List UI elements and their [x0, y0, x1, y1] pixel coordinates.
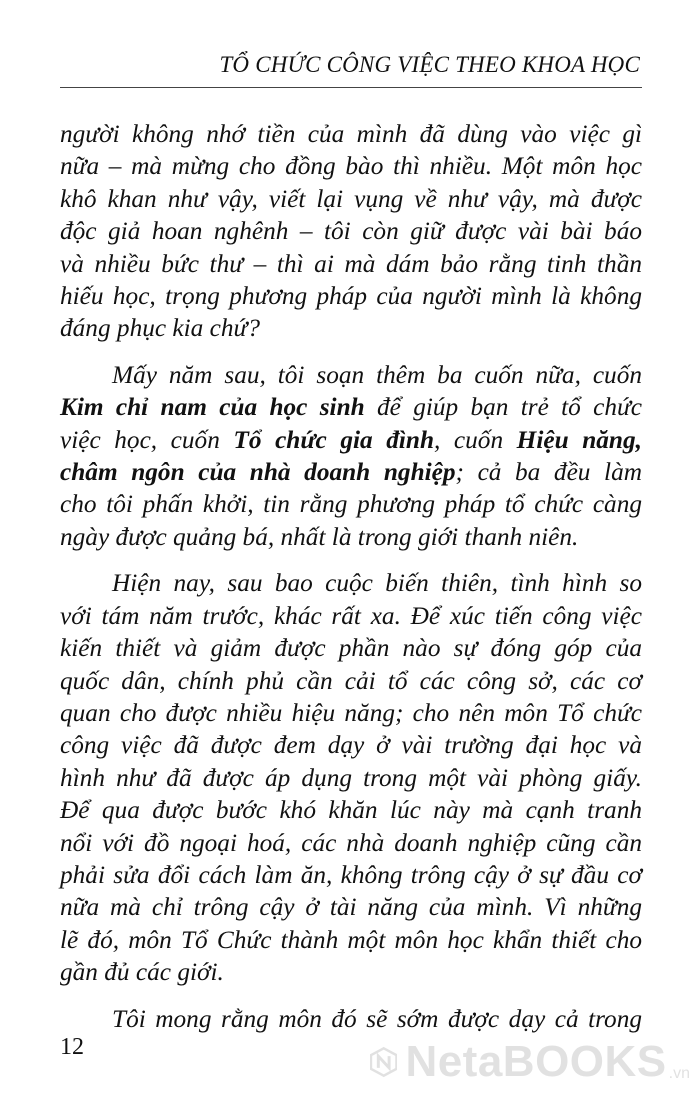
- paragraph-2: [60, 359, 642, 553]
- header-rule: [60, 87, 642, 88]
- text-line: cho tôi phấn khởi, tin rằng phương pháp tổ chức càng: [60, 490, 642, 519]
- text-line: kiến thiết và giảm được phần nào sự đóng góp của: [60, 634, 642, 663]
- text-line: [60, 424, 642, 456]
- text-line: Tôi mong rằng môn đó sẽ sớm được dạy cả trong: [112, 1004, 642, 1033]
- text-fragment: để giúp bạn trẻ tổ chức: [364, 393, 643, 422]
- text-line: nổi với đồ ngoại hoá, các nhà doanh nghiệp cũng cần: [60, 828, 642, 857]
- text-line: nữa – mà mừng cho đồng bào thì nhiều. Một môn học: [60, 152, 642, 181]
- text-fragment: ; cả ba đều làm: [455, 458, 642, 487]
- text-fragment: , cuốn: [434, 425, 517, 454]
- body-text: [60, 118, 642, 1049]
- book-title-to-chuc-gia-dinh: Tổ chức gia đình: [233, 425, 435, 454]
- text-line: quan cho được nhiều hiệu năng; cho nên môn Tổ chức: [60, 698, 642, 727]
- book-title-cham-ngon: châm ngôn của nhà doanh nghiệp: [60, 458, 456, 487]
- text-line: quốc dân, chính phủ cần cải tổ các công sở, các cơ: [60, 666, 642, 695]
- watermark-brand: NetaBOOKS: [405, 1037, 667, 1086]
- text-line: hình như đã được áp dụng trong một vài phòng giấy.: [60, 763, 642, 792]
- book-title-kim-chi-nam: Kim chỉ nam của học sinh: [60, 393, 365, 422]
- text-line: nữa mà chỉ trông cậy ở tài năng của mình. Vì những: [60, 893, 642, 922]
- text-line: với tám năm trước, khác rất xa. Để xúc tiến công việc: [60, 601, 642, 630]
- netabooks-logo-icon: [370, 1032, 397, 1092]
- netabooks-watermark: [370, 1027, 690, 1097]
- text-line: công việc đã được đem dạy ở vài trường đại học và: [60, 731, 642, 760]
- text-fragment: việc học, cuốn: [60, 425, 234, 454]
- page-number: 12: [60, 1034, 84, 1060]
- text-line: đáng phục kia chứ?: [60, 314, 260, 343]
- watermark-suffix: .vn: [668, 1065, 690, 1082]
- text-line: người không nhớ tiền của mình đã dùng vào việc gì: [60, 120, 642, 148]
- text-line: phải sửa đổi cách làm ăn, không trông cậy ở sự đầu cơ: [60, 860, 642, 889]
- text-line: lẽ đó, môn Tổ Chức thành một môn học khẩn thiết cho: [60, 925, 642, 954]
- paragraph-3: [60, 567, 642, 988]
- running-head: TỔ CHỨC CÔNG VIỆC THEO KHOA HỌC: [219, 52, 640, 77]
- text-line: hiếu học, trọng phương pháp của người mình là không: [60, 282, 642, 311]
- text-line: Mấy năm sau, tôi soạn thêm ba cuốn nữa, cuốn: [112, 360, 642, 389]
- text-line: [60, 391, 642, 423]
- text-line: độc giả hoan nghênh – tôi còn giữ được vài bài báo: [60, 217, 642, 246]
- text-line: ngày được quảng bá, nhất là trong giới thanh niên.: [60, 522, 579, 551]
- text-line: khô khan như vậy, viết lại vụng về như vậy, mà được: [60, 184, 642, 213]
- text-line: Hiện nay, sau bao cuộc biến thiên, tình hình so: [112, 569, 642, 598]
- text-line: [60, 456, 642, 488]
- text-line: và nhiều bức thư – thì ai mà dám bảo rằng tinh thần: [60, 249, 642, 278]
- text-line: Để qua được bước khó khăn lúc này mà cạnh tranh: [60, 796, 642, 825]
- text-line: gần đủ các giới.: [60, 958, 224, 987]
- paragraph-1: [60, 118, 642, 345]
- book-title-hieu-nang: Hiệu năng,: [516, 425, 642, 454]
